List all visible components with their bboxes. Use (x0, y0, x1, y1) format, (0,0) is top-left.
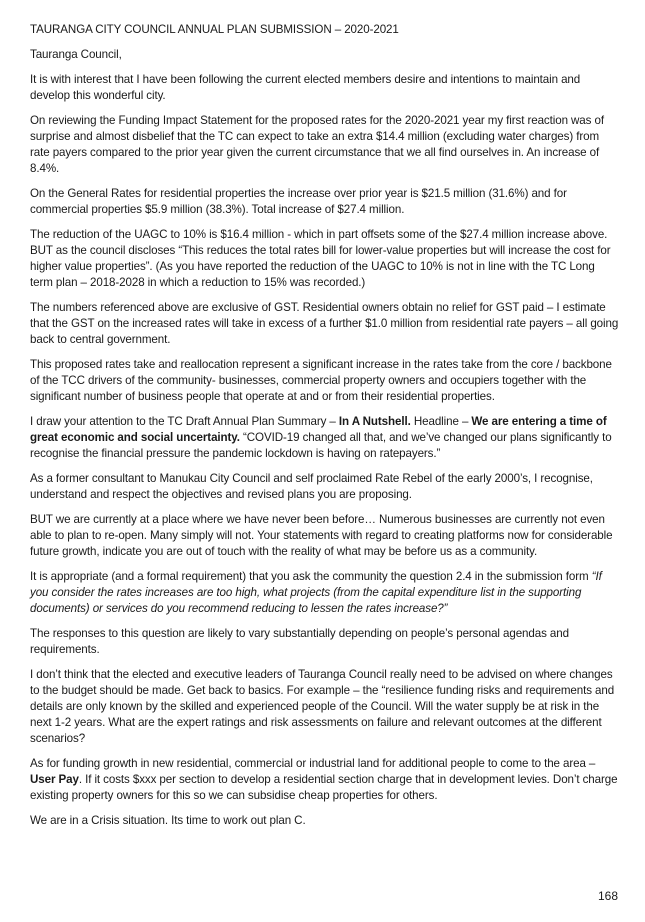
nutshell-quote: “COVID-19 changed all that, and we’ve changed our plans significantly to recognise the financial pressure the pandemic lockdown is having on ratepayers.” (30, 431, 612, 460)
document-title: TAURANGA CITY COUNCIL ANNUAL PLAN SUBMISSION – 2020-2021 (30, 23, 399, 36)
paragraph-uagc: The reduction of the UAGC to 10% is $16.4 million - which in part offsets some of the $27.4 million increase above. BUT as the council discloses “This reduces the total rates bill for lower-value properties but will increase the cost for higher value properties”. (As you have reported the reduction of the UAGC to 10% is not in line with the TC Long term plan – 2018-2028 in which a reduction to 15% was recorded.) (30, 228, 611, 289)
paragraph-rates-take: This proposed rates take and reallocation represent a significant increase in the rates take from the core / backbone of the TCC drivers of the community- businesses, commercial property owners and occupiers together with the significant number of business people that operate at and or from their residential properties. (30, 358, 612, 403)
paragraph-funding-impact: On reviewing the Funding Impact Statement for the proposed rates for the 2020-2021 year my first reaction was of surprise and almost disbelief that the TC can expect to take an extra $14.4 million (excluding water charges) from rate payers compared to the prior year given the current circumstance that we all find ourselves in. An increase of 8.4%. (30, 114, 604, 175)
paragraph-nutshell (30, 414, 620, 462)
nutshell-bold-a: In A Nutshell. (338, 415, 411, 428)
question-italic: “If you consider the rates increases are too high, what projects (from the capital expenditure list in the supporting documents) or services do you recommend reducing to lessen the rates increase?” (30, 570, 602, 615)
page-number: 168 (597, 889, 618, 903)
paragraph-question (30, 569, 620, 617)
nutshell-text-b: Headline – (410, 415, 472, 428)
paragraph-general-rates: On the General Rates for residential properties the increase over prior year is $21.5 million (31.6%) and for commercial properties $5.9 million (38.3%). Total increase of $27.4 million. (30, 187, 567, 216)
document-page (30, 22, 620, 838)
user-pay-bold: User Pay (30, 773, 79, 786)
salutation: Tauranga Council, (30, 48, 122, 61)
paragraph-current-situation: BUT we are currently at a place where we have never been before… Numerous businesses are currently not even able to plan to re-open. Many simply will not. Your statements with regard to creating platforms now for considerable future growth, indicate you are out of touch with the reality of what may be before us as a community. (30, 513, 613, 558)
question-text: It is appropriate (and a formal requirement) that you ask the community the question 2.4 in the submission form (30, 570, 592, 583)
nutshell-bold-headline: We are entering a time of great economic and social uncertainty. (30, 415, 607, 444)
user-pay-text-b: . If it costs $xxx per section to develop a residential section charge that in development levies. Don’t charge existing property owners for this so we can subsidise cheap properties for others. (30, 773, 618, 802)
paragraph-intro: It is with interest that I have been following the current elected members desire and intentions to maintain and develop this wonderful city. (30, 73, 581, 102)
user-pay-text-a: As for funding growth in new residential, commercial or industrial land for additional people to come to the area – (30, 757, 596, 770)
paragraph-gst: The numbers referenced above are exclusive of GST. Residential owners obtain no relief for GST paid – I estimate that the GST on the increased rates will take in excess of a further $1.0 million from residential rate payers – all going back to central government. (30, 301, 619, 346)
nutshell-text-a: I draw your attention to the TC Draft Annual Plan Summary – (30, 415, 339, 428)
paragraph-leaders: I don’t think that the elected and executive leaders of Tauranga Council really need to be advised on where changes to the budget should be made. Get back to basics. For example – the “resilience funding risks and requirements and details are only known by the skilled and experienced people of the Council. Will the water supply be at risk in the next 1-2 years. What are the expert ratings and risk assessments on failure and relevant outcomes at the different scenarios? (30, 668, 615, 745)
paragraph-user-pay (30, 756, 620, 804)
paragraph-responses: The responses to this question are likely to vary substantially depending on people’s personal agendas and requirements. (30, 627, 569, 656)
paragraph-crisis: We are in a Crisis situation. Its time to work out plan C. (30, 814, 306, 827)
paragraph-consultant: As a former consultant to Manukau City Council and self proclaimed Rate Rebel of the early 2000’s, I recognise, understand and respect the objectives and revised plans you are proposing. (30, 472, 593, 501)
